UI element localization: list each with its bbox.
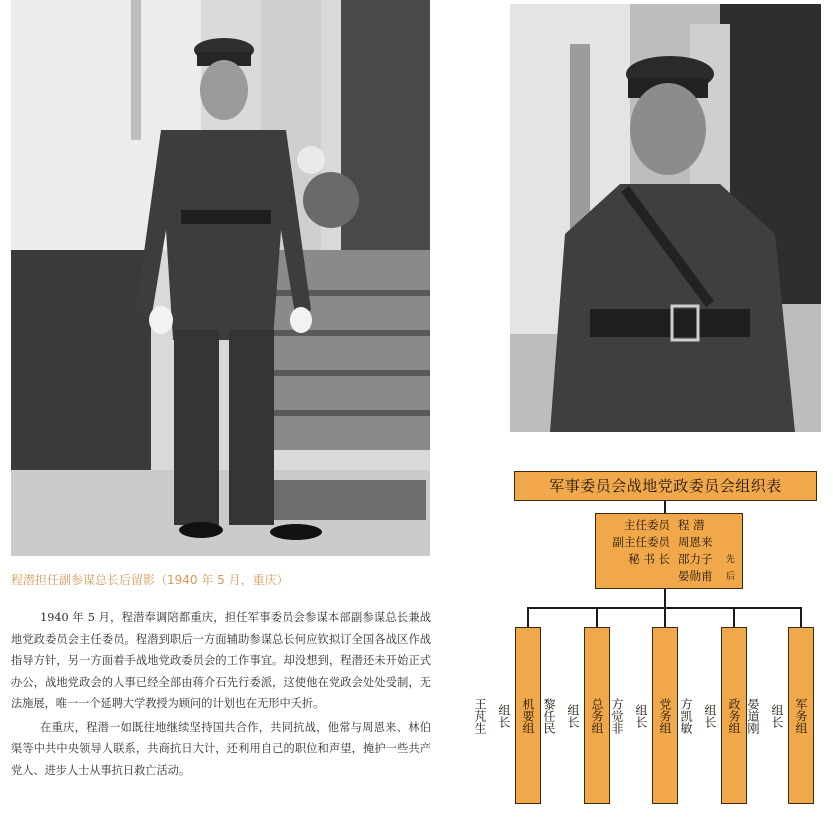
dept-head: 王芃生 [473, 697, 487, 734]
dept-title: 组长 [497, 703, 511, 728]
dept-head: 方凯敏 [679, 697, 693, 734]
connector-line [800, 607, 802, 627]
paragraph: 1940 年 5 月，程潜奉调陪都重庆，担任军事委员会参谋本部副参谋总长兼战地党政委员会主任委员。程潜到职后一方面辅助参谋总长何应钦拟订全国各战区作战指导方针，另一方面着手战地党政委员会的工作事宜。却没想到，程潜还未开始正式办公，战地党政会的人事已经全部由蒋介石先行委派，这使他在党政会处处受制，无法施展，唯一一个延聘大学教授为顾问的计划也在无形中夭折。 [11, 611, 431, 710]
leader-row [596, 551, 742, 567]
leadership-box [595, 513, 743, 589]
dept-title: 组长 [566, 703, 580, 728]
order-note: 先 [726, 555, 736, 565]
dept-name: 政务组 [727, 697, 741, 734]
leader-row [596, 568, 742, 584]
photo-portrait-closeup [510, 4, 821, 432]
org-chart-title: 军事委员会战地党政委员会组织表 [514, 471, 817, 501]
connector-line [596, 607, 598, 627]
article-body [11, 607, 431, 781]
connector-line [733, 607, 735, 627]
leader-name: 晏勋甫 [678, 569, 713, 583]
dept-name: 机要组 [521, 697, 535, 734]
leader-role: 主任委员 [624, 518, 670, 532]
leader-row [596, 534, 742, 550]
dept-head: 方觉非 [610, 697, 624, 734]
dept-box-junwu [746, 627, 814, 804]
leader-name: 邵力子 [678, 552, 713, 566]
leader-name: 程 潜 [678, 518, 705, 532]
dept-name: 军务组 [794, 697, 808, 734]
leader-role: 秘 书 长 [628, 552, 670, 566]
paragraph: 在重庆，程潜一如既往地继续坚持国共合作，共同抗战，他常与周恩来、林伯渠等中共中央领导人联系，共商抗日大计，还利用自己的职位和声望，掩护一些共产党人、进步人士从事抗日救亡活动。 [11, 720, 431, 777]
leader-row [596, 517, 742, 533]
connector-line [664, 607, 666, 627]
connector-line [527, 607, 529, 627]
dept-name: 总务组 [590, 697, 604, 734]
connector-line [664, 589, 666, 608]
dept-title: 组长 [703, 703, 717, 728]
dept-name: 党务组 [658, 697, 672, 734]
dept-head: 黎任民 [542, 697, 556, 734]
dept-title: 组长 [634, 703, 648, 728]
photo-caption: 程潜担任副参谋总长后留影（1940 年 5 月，重庆） [11, 573, 289, 587]
leader-name: 周恩来 [678, 535, 713, 549]
dept-title: 组长 [770, 703, 784, 728]
dept-head: 晏道刚 [746, 697, 760, 734]
connector-line [664, 501, 666, 513]
leader-role: 副主任委员 [612, 535, 670, 549]
order-note: 后 [726, 572, 736, 582]
photo-standing-portrait [11, 0, 430, 556]
